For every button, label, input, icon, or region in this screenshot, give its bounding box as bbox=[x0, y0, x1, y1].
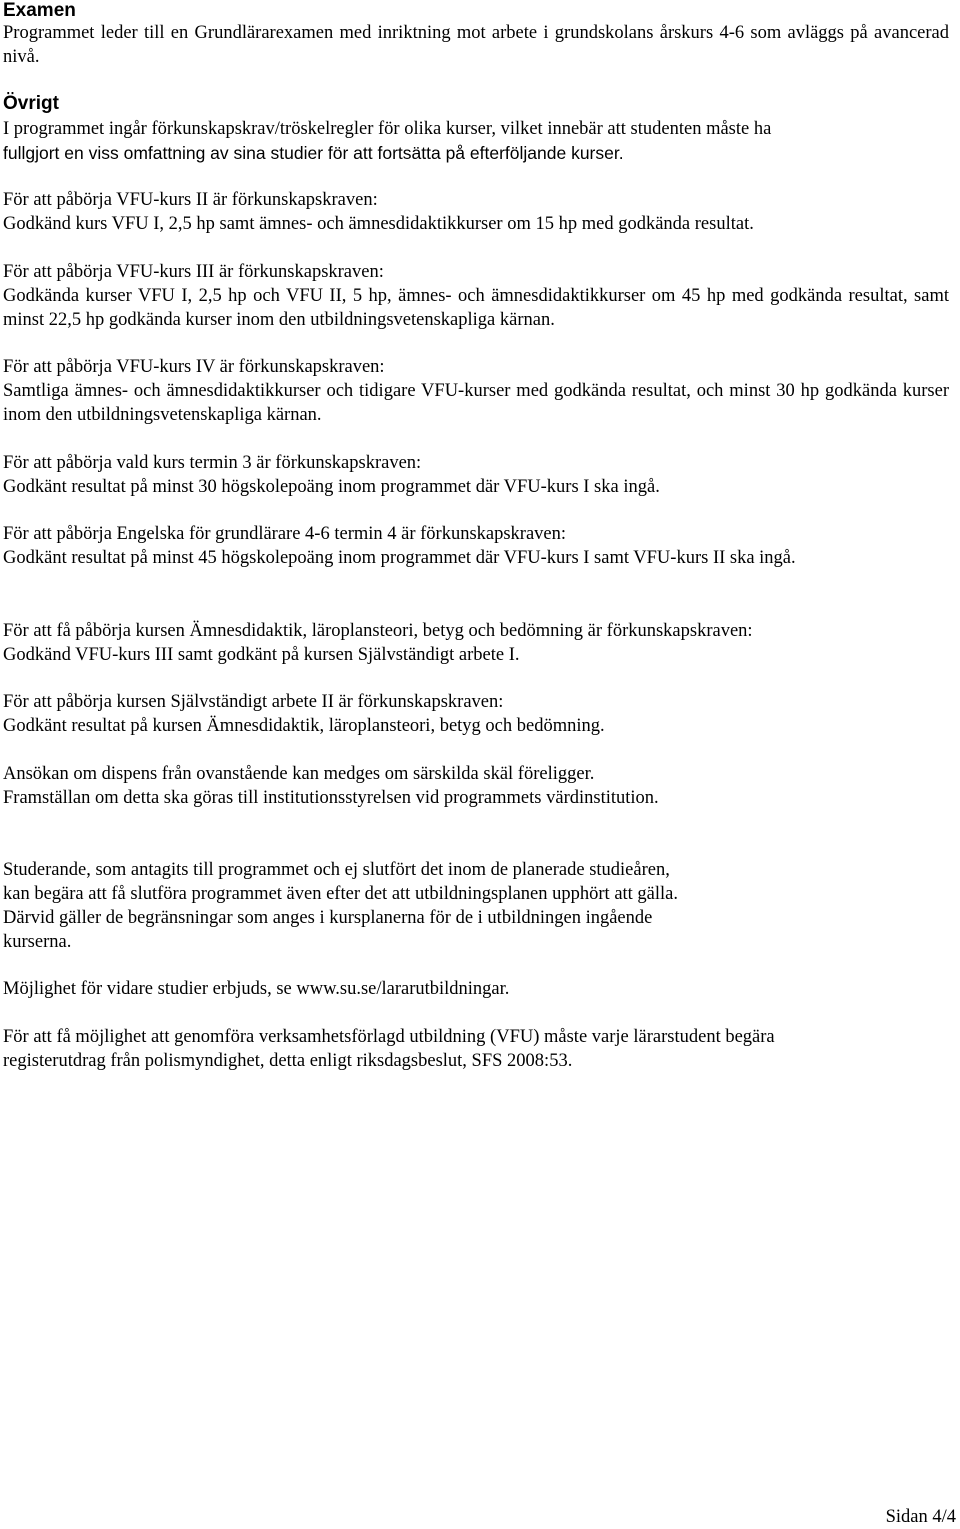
vfu-notice-line-1: För att få möjlighet att genomföra verksamhetsförlagd utbildning (VFU) måste varje lärarstudent begära bbox=[3, 1027, 775, 1047]
requirement-intro: För att få påbörja kursen Ämnesdidaktik, läroplansteori, betyg och bedömning är förkunskapskraven: bbox=[3, 621, 753, 641]
requirement-4 bbox=[3, 451, 949, 499]
requirement-intro: För att påbörja vald kurs termin 3 är förkunskapskraven: bbox=[3, 453, 422, 473]
studerande-line-1: Studerande, som antagits till programmet och ej slutfört det inom de planerade studieåren, bbox=[3, 860, 670, 880]
requirement-3 bbox=[3, 355, 949, 427]
requirement-7 bbox=[3, 690, 949, 738]
requirement-5 bbox=[3, 522, 949, 570]
examen-heading: Examen bbox=[3, 0, 76, 21]
requirement-text: Godkända kurser VFU I, 2,5 hp och VFU II, 5 hp, ämnes- och ämnesdidaktikkurser om 45 hp med godkända resultat, samt minst 22,5 hp godkända kurser inom den utbildningsvetenskapliga kärnan. bbox=[3, 286, 949, 330]
requirement-6 bbox=[3, 619, 949, 667]
dispens-text bbox=[3, 762, 949, 810]
studerande-text bbox=[3, 858, 949, 954]
studerande-line-2: kan begära att få slutföra programmet även efter det att utbildningsplanen upphört att gälla. bbox=[3, 884, 679, 904]
requirement-text: Godkänt resultat på minst 30 högskolepoäng inom programmet där VFU-kurs I ska ingå. bbox=[3, 477, 660, 497]
requirement-text: Godkänt resultat på kursen Ämnesdidaktik, läroplansteori, betyg och bedömning. bbox=[3, 716, 605, 736]
requirement-intro: För att påbörja VFU-kurs II är förkunskapskraven: bbox=[3, 190, 378, 210]
ovrigt-heading: Övrigt bbox=[3, 93, 59, 114]
ovrigt-line-1: I programmet ingår förkunskapskrav/tröskelregler för olika kurser, vilket innebär att studenten måste ha bbox=[3, 119, 772, 139]
page-number: Sidan 4/4 bbox=[885, 1507, 956, 1527]
requirement-text: Godkänt resultat på minst 45 högskolepoäng inom programmet där VFU-kurs I samt VFU-kurs II ska ingå. bbox=[3, 548, 796, 568]
vfu-notice-line-2: registerutdrag från polismyndighet, detta enligt riksdagsbeslut, SFS 2008:53. bbox=[3, 1051, 573, 1071]
requirement-text: Samtliga ämnes- och ämnesdidaktikkurser och tidigare VFU-kurser med godkända resultat, och minst 30 hp godkända kurser inom den utbildningsvetenskapliga kärnan. bbox=[3, 381, 949, 425]
requirement-2 bbox=[3, 260, 949, 332]
dispens-line-2: Framställan om detta ska göras till institutionsstyrelsen vid programmets värdinstitution. bbox=[3, 788, 659, 808]
requirement-intro: För att påbörja VFU-kurs III är förkunskapskraven: bbox=[3, 262, 384, 282]
requirement-text: Godkänd kurs VFU I, 2,5 hp samt ämnes- och ämnesdidaktikkurser om 15 hp med godkända resultat. bbox=[3, 214, 754, 234]
vfu-notice-text bbox=[3, 1025, 949, 1073]
requirement-text: Godkänd VFU-kurs III samt godkänt på kursen Självständigt arbete I. bbox=[3, 645, 520, 665]
dispens-line-1: Ansökan om dispens från ovanstående kan medges om särskilda skäl föreligger. bbox=[3, 764, 595, 784]
ovrigt-text bbox=[3, 117, 949, 165]
studerande-line-4: kurserna. bbox=[3, 932, 72, 952]
examen-text: Programmet leder till en Grundlärarexamen med inriktning mot arbete i grundskolans årskurs 4-6 som avläggs på avancerad nivå. bbox=[3, 23, 949, 67]
requirement-intro: För att påbörja Engelska för grundlärare 4-6 termin 4 är förkunskapskraven: bbox=[3, 524, 567, 544]
requirement-intro: För att påbörja kursen Självständigt arbete II är förkunskapskraven: bbox=[3, 692, 504, 712]
requirement-1 bbox=[3, 188, 949, 236]
ovrigt-line-2: fullgjort en viss omfattning av sina studier för att fortsätta på efterföljande kurser. bbox=[3, 143, 624, 163]
vidare-studier-text: Möjlighet för vidare studier erbjuds, se www.su.se/lararutbildningar. bbox=[3, 979, 510, 999]
studerande-line-3: Därvid gäller de begränsningar som anges i kursplanerna för de i utbildningen ingående bbox=[3, 908, 653, 928]
requirement-intro: För att påbörja VFU-kurs IV är förkunskapskraven: bbox=[3, 357, 385, 377]
